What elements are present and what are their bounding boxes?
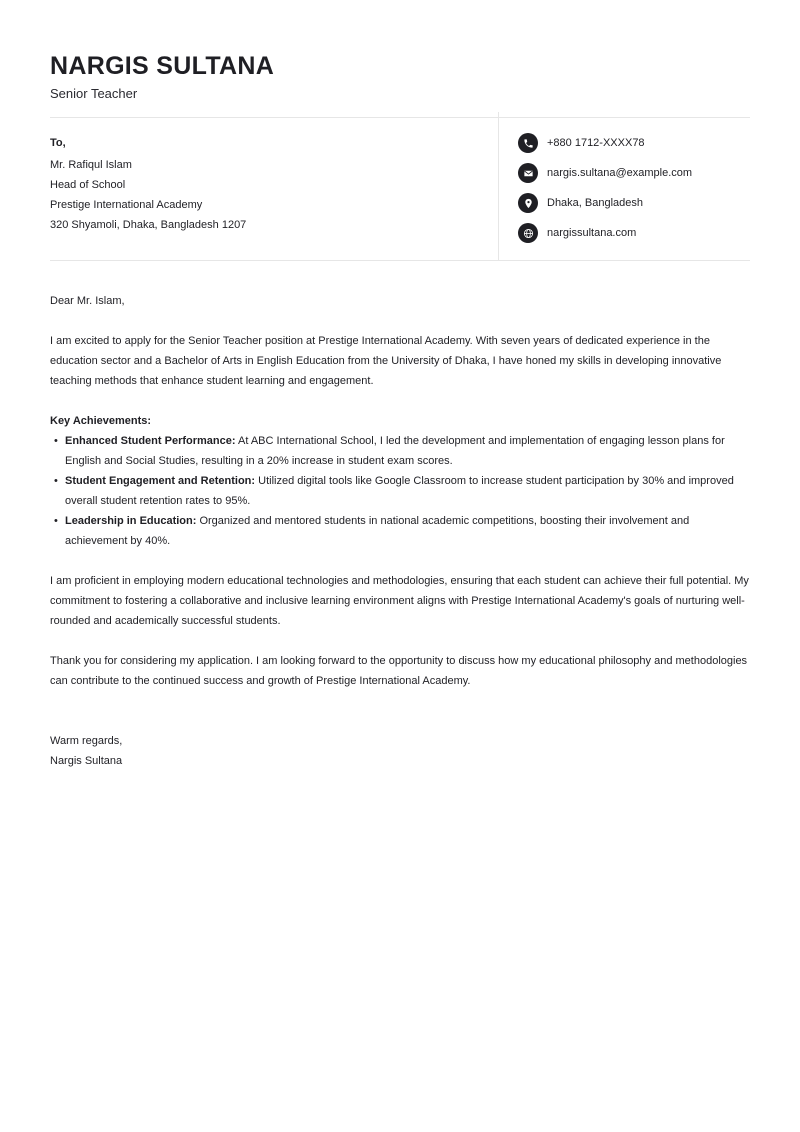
recipient-to-label: To,	[50, 137, 66, 149]
achievement-item	[50, 511, 750, 551]
contact-website-text[interactable]: nargissultana.com	[547, 227, 637, 239]
recipient-name: Mr. Rafiqul Islam	[50, 159, 132, 171]
achievement-text: Organized and mentored students in national academic competitions, boosting their involvement and achievement by 40%.	[65, 515, 690, 547]
achievement-label: Leadership in Education:	[65, 515, 197, 527]
contact-location-text: Dhaka, Bangladesh	[547, 197, 644, 209]
contact-email	[518, 163, 692, 183]
email-icon	[518, 163, 538, 183]
recipient-position: Head of School	[50, 179, 126, 191]
applicant-name: NARGIS SULTANA	[50, 52, 275, 80]
applicant-job-title: Senior Teacher	[50, 86, 138, 101]
contact-email-text[interactable]: nargis.sultana@example.com	[547, 167, 693, 179]
contact-phone	[518, 133, 692, 153]
globe-icon	[518, 223, 538, 243]
recipient-organization: Prestige International Academy	[50, 199, 203, 211]
closing-paragraph: Thank you for considering my application. I am looking forward to the opportunity to discuss how my educational philosophy and methodologies can contribute to the continued success and growth of Prestige International Academy.	[50, 655, 748, 687]
achievement-text: Utilized digital tools like Google Classroom to increase student participation by 30% and improved overall student retention rates to 95%.	[65, 475, 734, 507]
header-divider	[50, 117, 750, 118]
recipient-address: 320 Shyamoli, Dhaka, Bangladesh 1207	[50, 219, 247, 231]
salutation: Dear Mr. Islam,	[50, 295, 125, 307]
contact-location	[518, 193, 692, 213]
achievement-item	[50, 431, 750, 471]
achievement-text: At ABC International School, I led the development and implementation of engaging lesson plans for English and Social Studies, resulting in a 20% increase in student exam scores.	[65, 435, 725, 467]
achievement-label: Enhanced Student Performance:	[65, 435, 236, 447]
column-divider	[498, 112, 499, 261]
signature-name: Nargis Sultana	[50, 755, 123, 767]
recipient-block	[50, 133, 246, 235]
contact-list	[518, 133, 692, 253]
skills-paragraph: I am proficient in employing modern educational technologies and methodologies, ensuring that each student can achieve their full potential. My commitment to fostering a collaborative and inclusive learning environment aligns with Prestige International Academy's goals of nurturing well-rounded and academically successful students.	[50, 575, 749, 627]
info-divider	[50, 260, 750, 261]
closing-phrase: Warm regards,	[50, 735, 123, 747]
letter-body	[50, 291, 750, 771]
achievement-item	[50, 471, 750, 511]
signature-block	[50, 731, 750, 771]
achievements-heading: Key Achievements:	[50, 415, 152, 427]
contact-website	[518, 223, 692, 243]
intro-paragraph: I am excited to apply for the Senior Teacher position at Prestige International Academy. With seven years of dedicated experience in the education sector and a Bachelor of Arts in English Education from the University of Dhaka, I have honed my skills in developing innovative teaching methods that enhance student learning and engagement.	[50, 335, 722, 387]
achievements-list	[50, 431, 750, 551]
contact-phone-text: +880 1712-XXXX78	[547, 137, 645, 149]
location-pin-icon	[518, 193, 538, 213]
achievement-label: Student Engagement and Retention:	[65, 475, 256, 487]
phone-icon	[518, 133, 538, 153]
